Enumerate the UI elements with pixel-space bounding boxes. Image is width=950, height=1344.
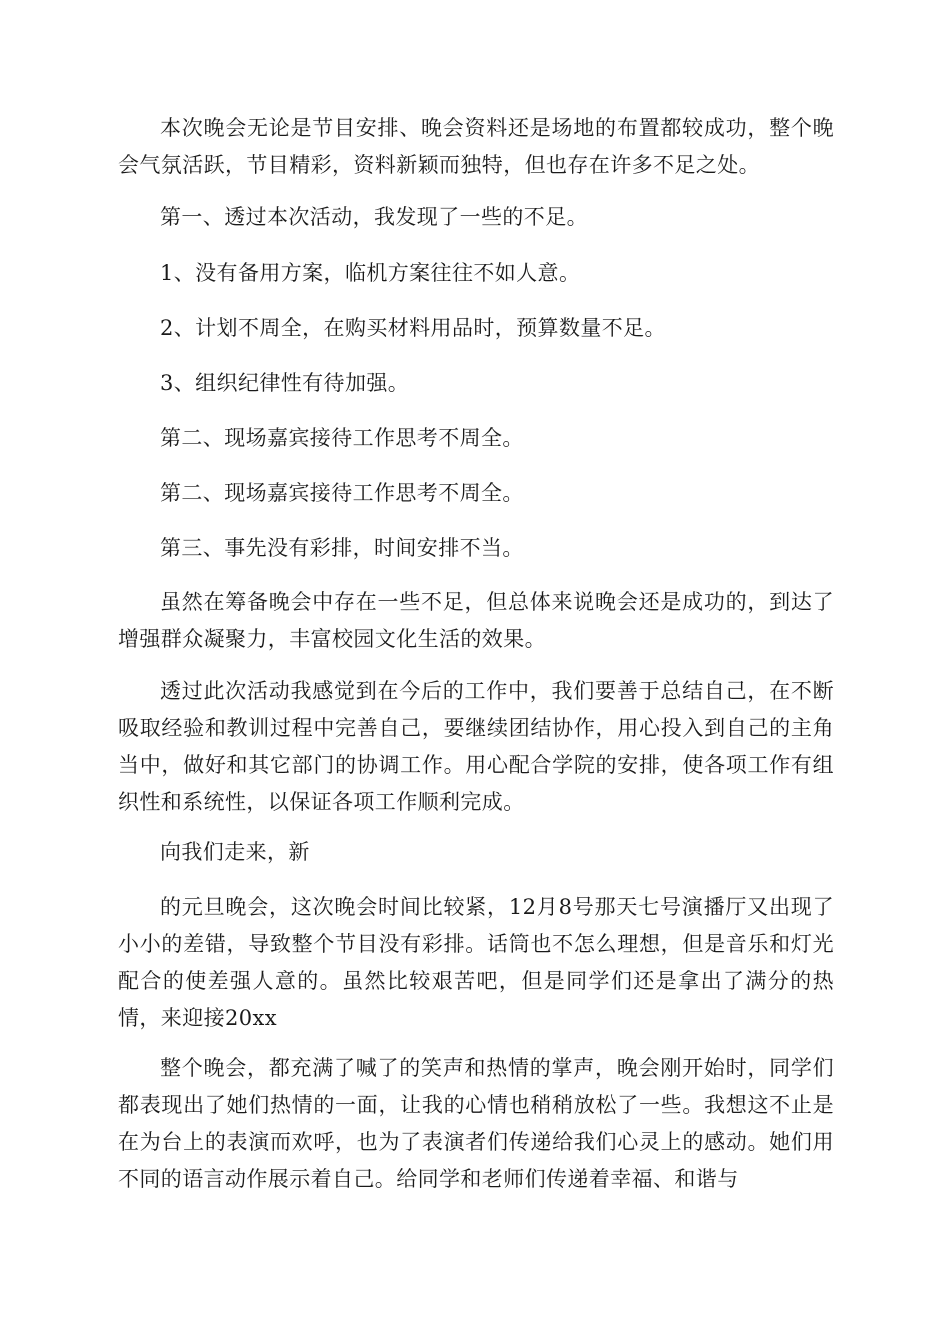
paragraph-summary-intro: 本次晚会无论是节目安排、晚会资料还是场地的布置都较成功，整个晚会气氛活跃，节目精彩，资料新颖而独特，但也存在许多不足之处。 <box>118 116 834 177</box>
paragraph-whole-party: 整个晚会，都充满了喊了的笑声和热情的掌声，晚会刚开始时，同学们都表现出了她们热情的一面，让我的心情也稍稍放松了一些。我想这不止是在为台上的表演而欢呼，也为了表演者们传递给我们心灵上的感动。她们用不同的语言动作展示着自己。给同学和老师们传递着幸福、和谐与 <box>118 1056 834 1191</box>
paragraph-future-work: 透过此次活动我感觉到在今后的工作中，我们要善于总结自己，在不断吸取经验和教训过程中完善自己，要继续团结协作，用心投入到自己的主角当中，做好和其它部门的协调工作。用心配合学院的安排，使各项工作有组织性和系统性，以保证各项工作顺利完成。 <box>118 679 834 814</box>
paragraph-second-guest-repeat: 第二、现场嘉宾接待工作思考不周全。 <box>160 481 524 505</box>
paragraph-second-guest: 第二、现场嘉宾接待工作思考不周全。 <box>160 426 524 450</box>
list-item-incomplete-plan: 2、计划不周全，在购买材料用品时，预算数量不足。 <box>160 316 666 340</box>
paragraph-first-shortcomings: 第一、透过本次活动，我发现了一些的不足。 <box>160 205 588 229</box>
list-item-no-backup-plan: 1、没有备用方案，临机方案往往不如人意。 <box>160 261 581 285</box>
paragraph-overall-success: 虽然在筹备晚会中存在一些不足，但总体来说晚会还是成功的，到达了增强群众凝聚力，丰富校园文化生活的效果。 <box>118 590 834 651</box>
list-item-discipline: 3、组织纪律性有待加强。 <box>160 371 410 395</box>
paragraph-coming-toward-us: 向我们走来，新 <box>160 840 310 864</box>
paragraph-third-rehearsal: 第三、事先没有彩排，时间安排不当。 <box>160 536 524 560</box>
paragraph-new-year-party: 的元旦晚会，这次晚会时间比较紧，12月8号那天七号演播厅又出现了小小的差错，导致整个节目没有彩排。话筒也不怎么理想，但是音乐和灯光配合的使差强人意的。虽然比较艰苦吧，但是同学们还是拿出了满分的热情，来迎接20xx <box>118 895 834 1030</box>
